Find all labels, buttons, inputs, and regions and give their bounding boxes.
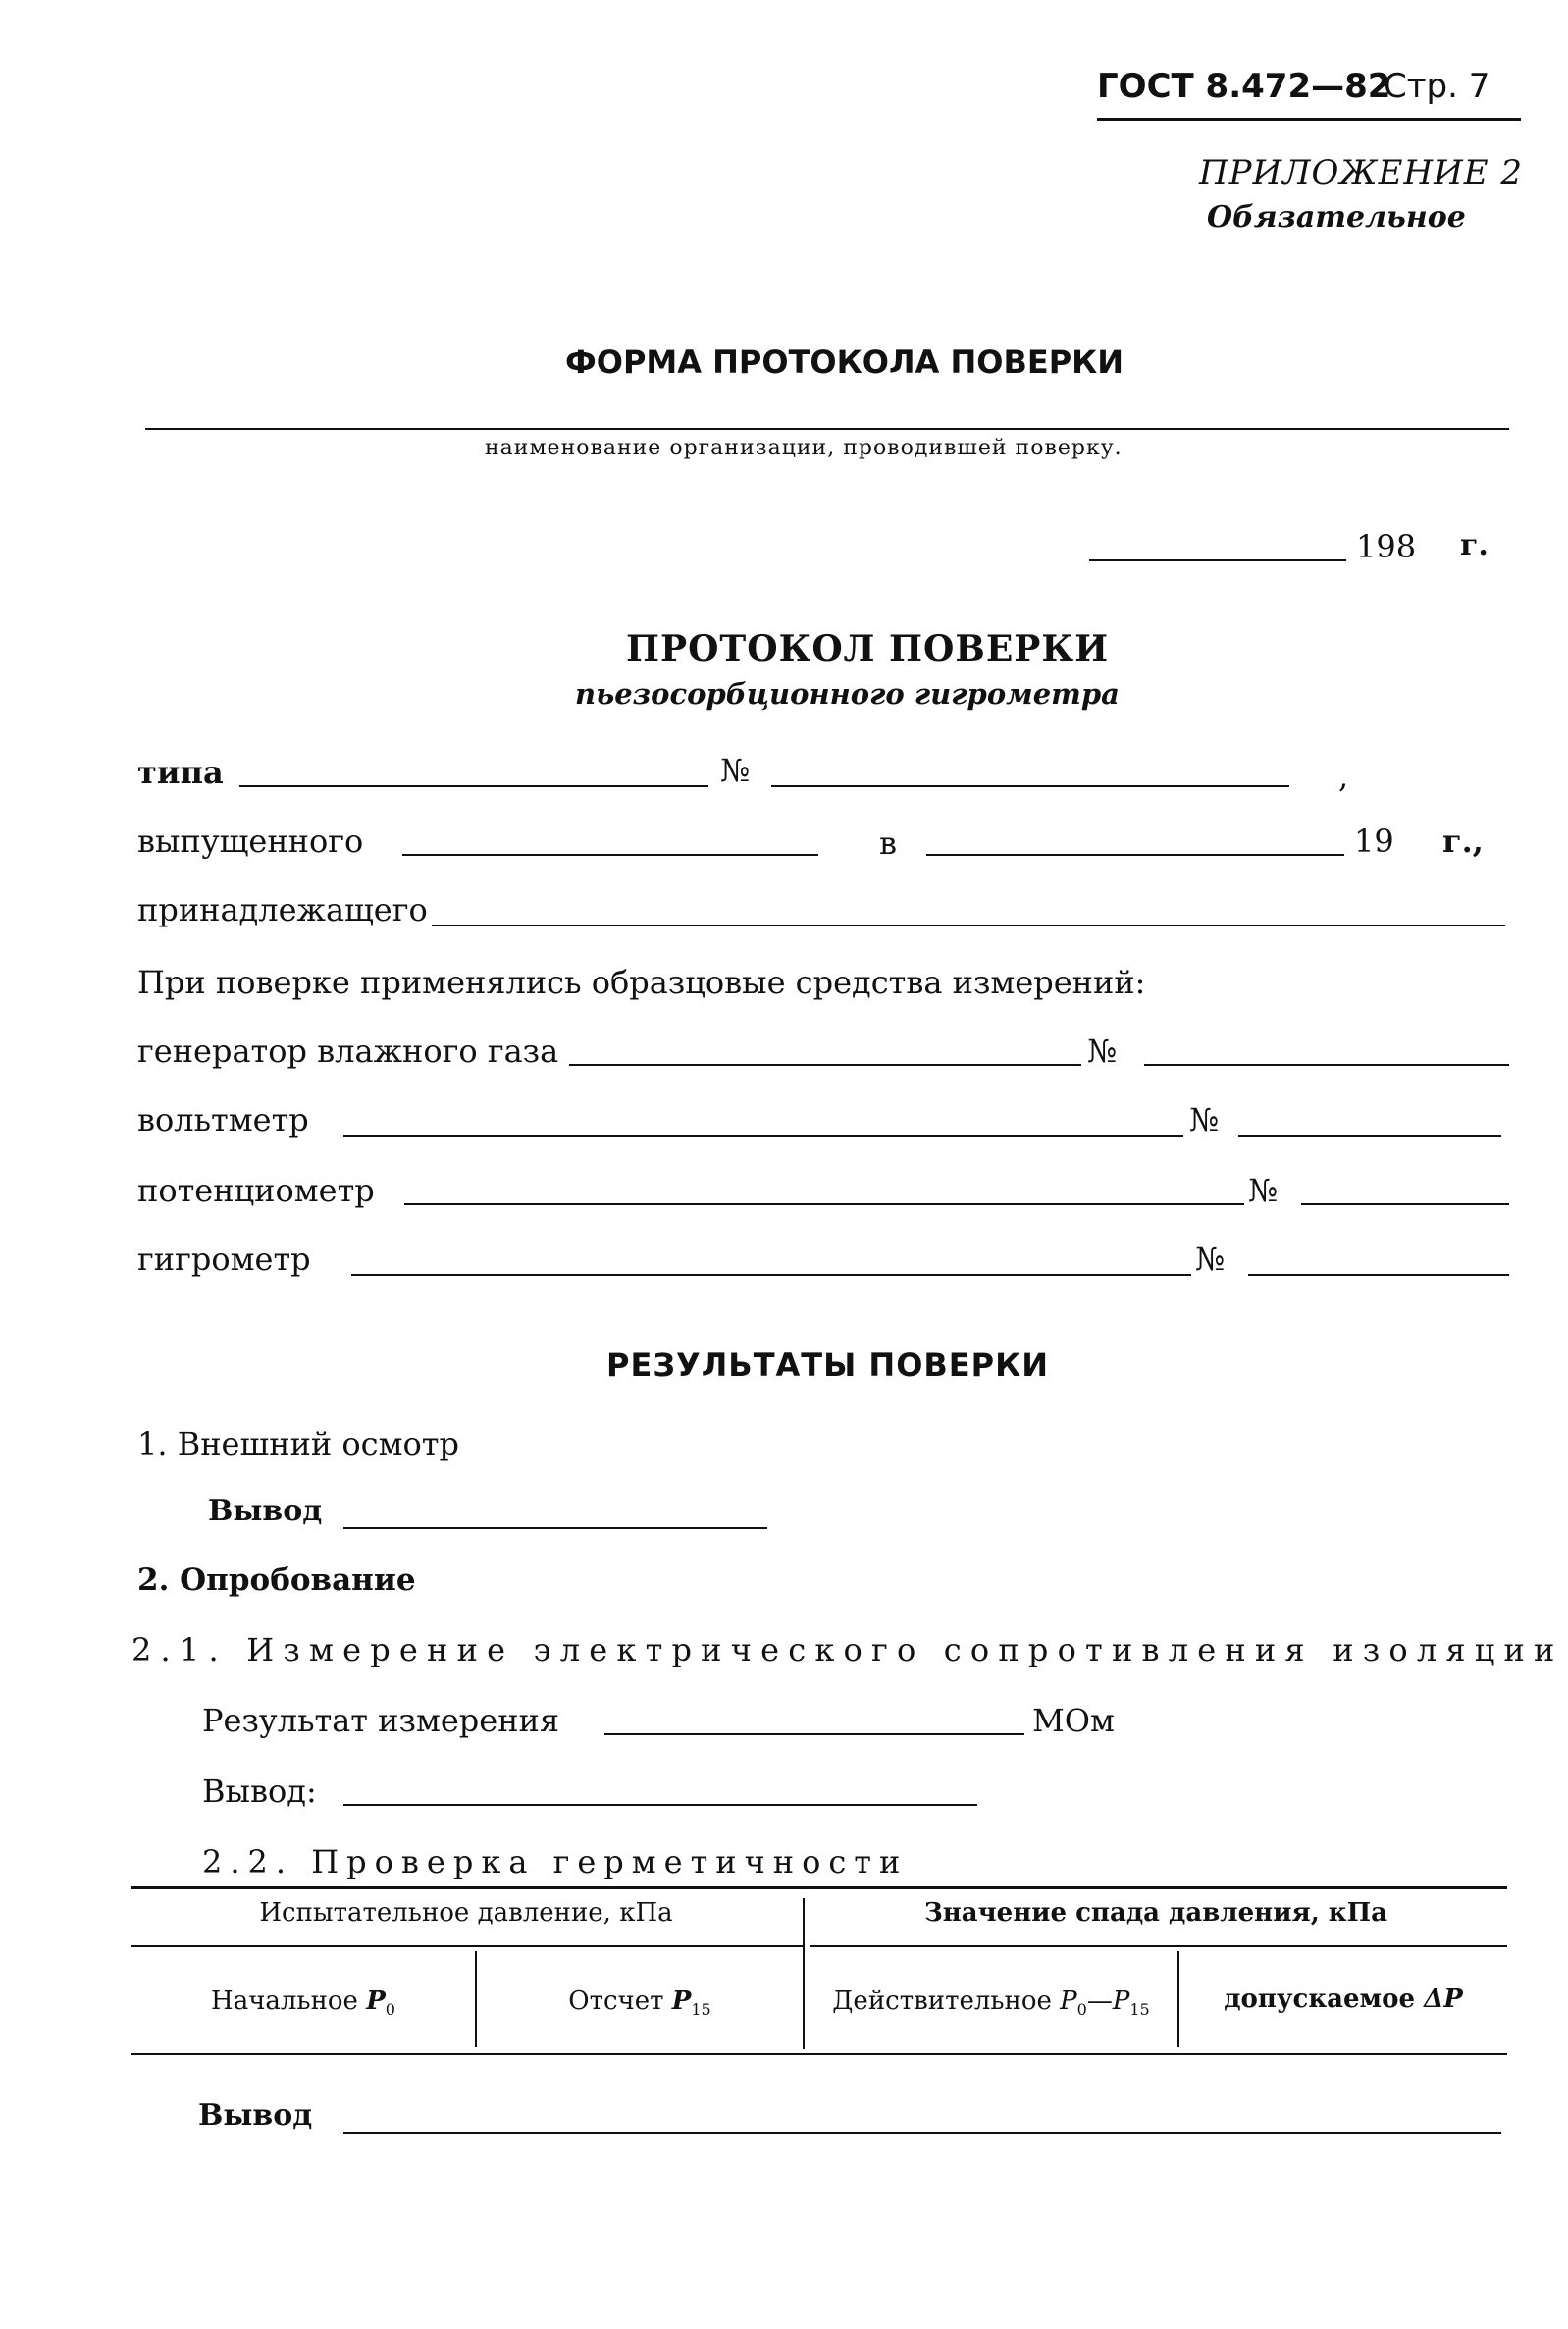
final-conclusion-line[interactable] — [343, 2132, 1501, 2134]
final-conclusion-label: Вывод — [198, 2098, 313, 2133]
standard-voltmeter-label: вольтметр — [137, 1101, 309, 1138]
manufactured-label: выпущенного — [137, 822, 364, 860]
item-2-1-conclusion-label: Вывод: — [202, 1773, 317, 1810]
table-subheader-rule-right — [810, 1945, 1507, 1947]
standard-generator-number-line[interactable] — [1144, 1064, 1509, 1066]
standard-generator-number-sign: № — [1087, 1032, 1118, 1070]
manufactured-in: в — [879, 824, 898, 862]
table-bottom-rule — [131, 2053, 1507, 2055]
item-2-1-conclusion-line[interactable] — [343, 1804, 977, 1806]
measurement-result-line[interactable] — [604, 1733, 1024, 1735]
type-comma: , — [1338, 758, 1349, 795]
owner-field-line[interactable] — [432, 925, 1505, 926]
item-1-conclusion-label: Вывод — [208, 1494, 323, 1528]
standard-hygrometer-line[interactable] — [351, 1274, 1191, 1276]
date-g: г. — [1460, 528, 1489, 562]
protocol-title: ПРОТОКОЛ ПОВЕРКИ — [626, 628, 1110, 669]
standard-hygrometer-number-line[interactable] — [1248, 1274, 1509, 1276]
organization-line — [145, 428, 1509, 430]
standard-potentiometer-number-line[interactable] — [1301, 1203, 1509, 1205]
type-number-sign: № — [720, 752, 751, 789]
item-2-1-insulation: 2.1. Измерение электрического сопротивления изоляции — [131, 1631, 1564, 1668]
table-col-reading: Отсчет $P_{15}$ — [568, 1986, 711, 2020]
table-col-actual: Действительное $P_0—P_{15}$ — [832, 1986, 1150, 2020]
standard-potentiometer-label: потенциометр — [137, 1172, 375, 1209]
type-label: типа — [137, 754, 224, 791]
standards-intro: При поверке применялись образцовые средства измерений: — [137, 964, 1146, 1001]
mandatory-label: Обязательное — [1207, 200, 1466, 235]
item-2-2-tightness: 2.2. Проверка герметичности — [202, 1843, 909, 1880]
standard-generator-label: генератор влажного газа — [137, 1032, 559, 1070]
type-number-line[interactable] — [771, 785, 1289, 787]
standard-hygrometer-number-sign: № — [1195, 1241, 1226, 1278]
measurement-unit: МОм — [1032, 1702, 1115, 1739]
type-field-line[interactable] — [239, 785, 708, 787]
standard-potentiometer-number-sign: № — [1248, 1172, 1279, 1209]
table-col-allowed: допускаемое ΔP — [1224, 1985, 1463, 2014]
table-group-pressure-drop: Значение спада давления, кПа — [924, 1898, 1387, 1928]
manufactured-field-line[interactable] — [402, 854, 818, 856]
standard-voltmeter-number-line[interactable] — [1238, 1135, 1501, 1137]
standard-voltmeter-number-sign: № — [1189, 1101, 1220, 1138]
manufactured-year-suffix: г., — [1442, 822, 1484, 860]
table-group-test-pressure: Испытательное давление, кПа — [259, 1898, 673, 1928]
item-1-external-inspection: 1. Внешний осмотр — [137, 1425, 459, 1462]
page-number: Стр. 7 — [1384, 67, 1490, 106]
owner-label: принадлежащего — [137, 891, 428, 928]
protocol-subtitle: пьезосорбционного гигрометра — [575, 677, 1120, 711]
standard-hygrometer-label: гигрометр — [137, 1241, 311, 1278]
date-year: 198 — [1356, 528, 1417, 565]
results-title: РЕЗУЛЬТАТЫ ПОВЕРКИ — [606, 1347, 1050, 1384]
date-line — [1089, 559, 1346, 561]
item-1-conclusion-line[interactable] — [343, 1527, 767, 1529]
header-rule — [1097, 118, 1521, 121]
organization-caption: наименование организации, проводившей поверку. — [485, 436, 1123, 460]
table-top-rule — [131, 1886, 1507, 1889]
table-main-divider — [803, 1898, 805, 2049]
gost-number: ГОСТ 8.472—82 — [1097, 67, 1391, 106]
standard-potentiometer-line[interactable] — [404, 1203, 1244, 1205]
appendix-label: ПРИЛОЖЕНИЕ 2 — [1199, 153, 1524, 192]
manufactured-place-line[interactable] — [926, 854, 1344, 856]
table-col-initial: Начальное $P_0$ — [211, 1986, 395, 2020]
standard-voltmeter-line[interactable] — [343, 1135, 1183, 1137]
item-2-testing: 2. Опробование — [137, 1562, 416, 1598]
form-title: ФОРМА ПРОТОКОЛА ПОВЕРКИ — [565, 344, 1124, 381]
table-subheader-rule-left — [131, 1945, 803, 1947]
standard-generator-line[interactable] — [569, 1064, 1081, 1066]
manufactured-year-prefix: 19 — [1354, 822, 1394, 860]
measurement-result-label: Результат измерения — [202, 1702, 560, 1739]
